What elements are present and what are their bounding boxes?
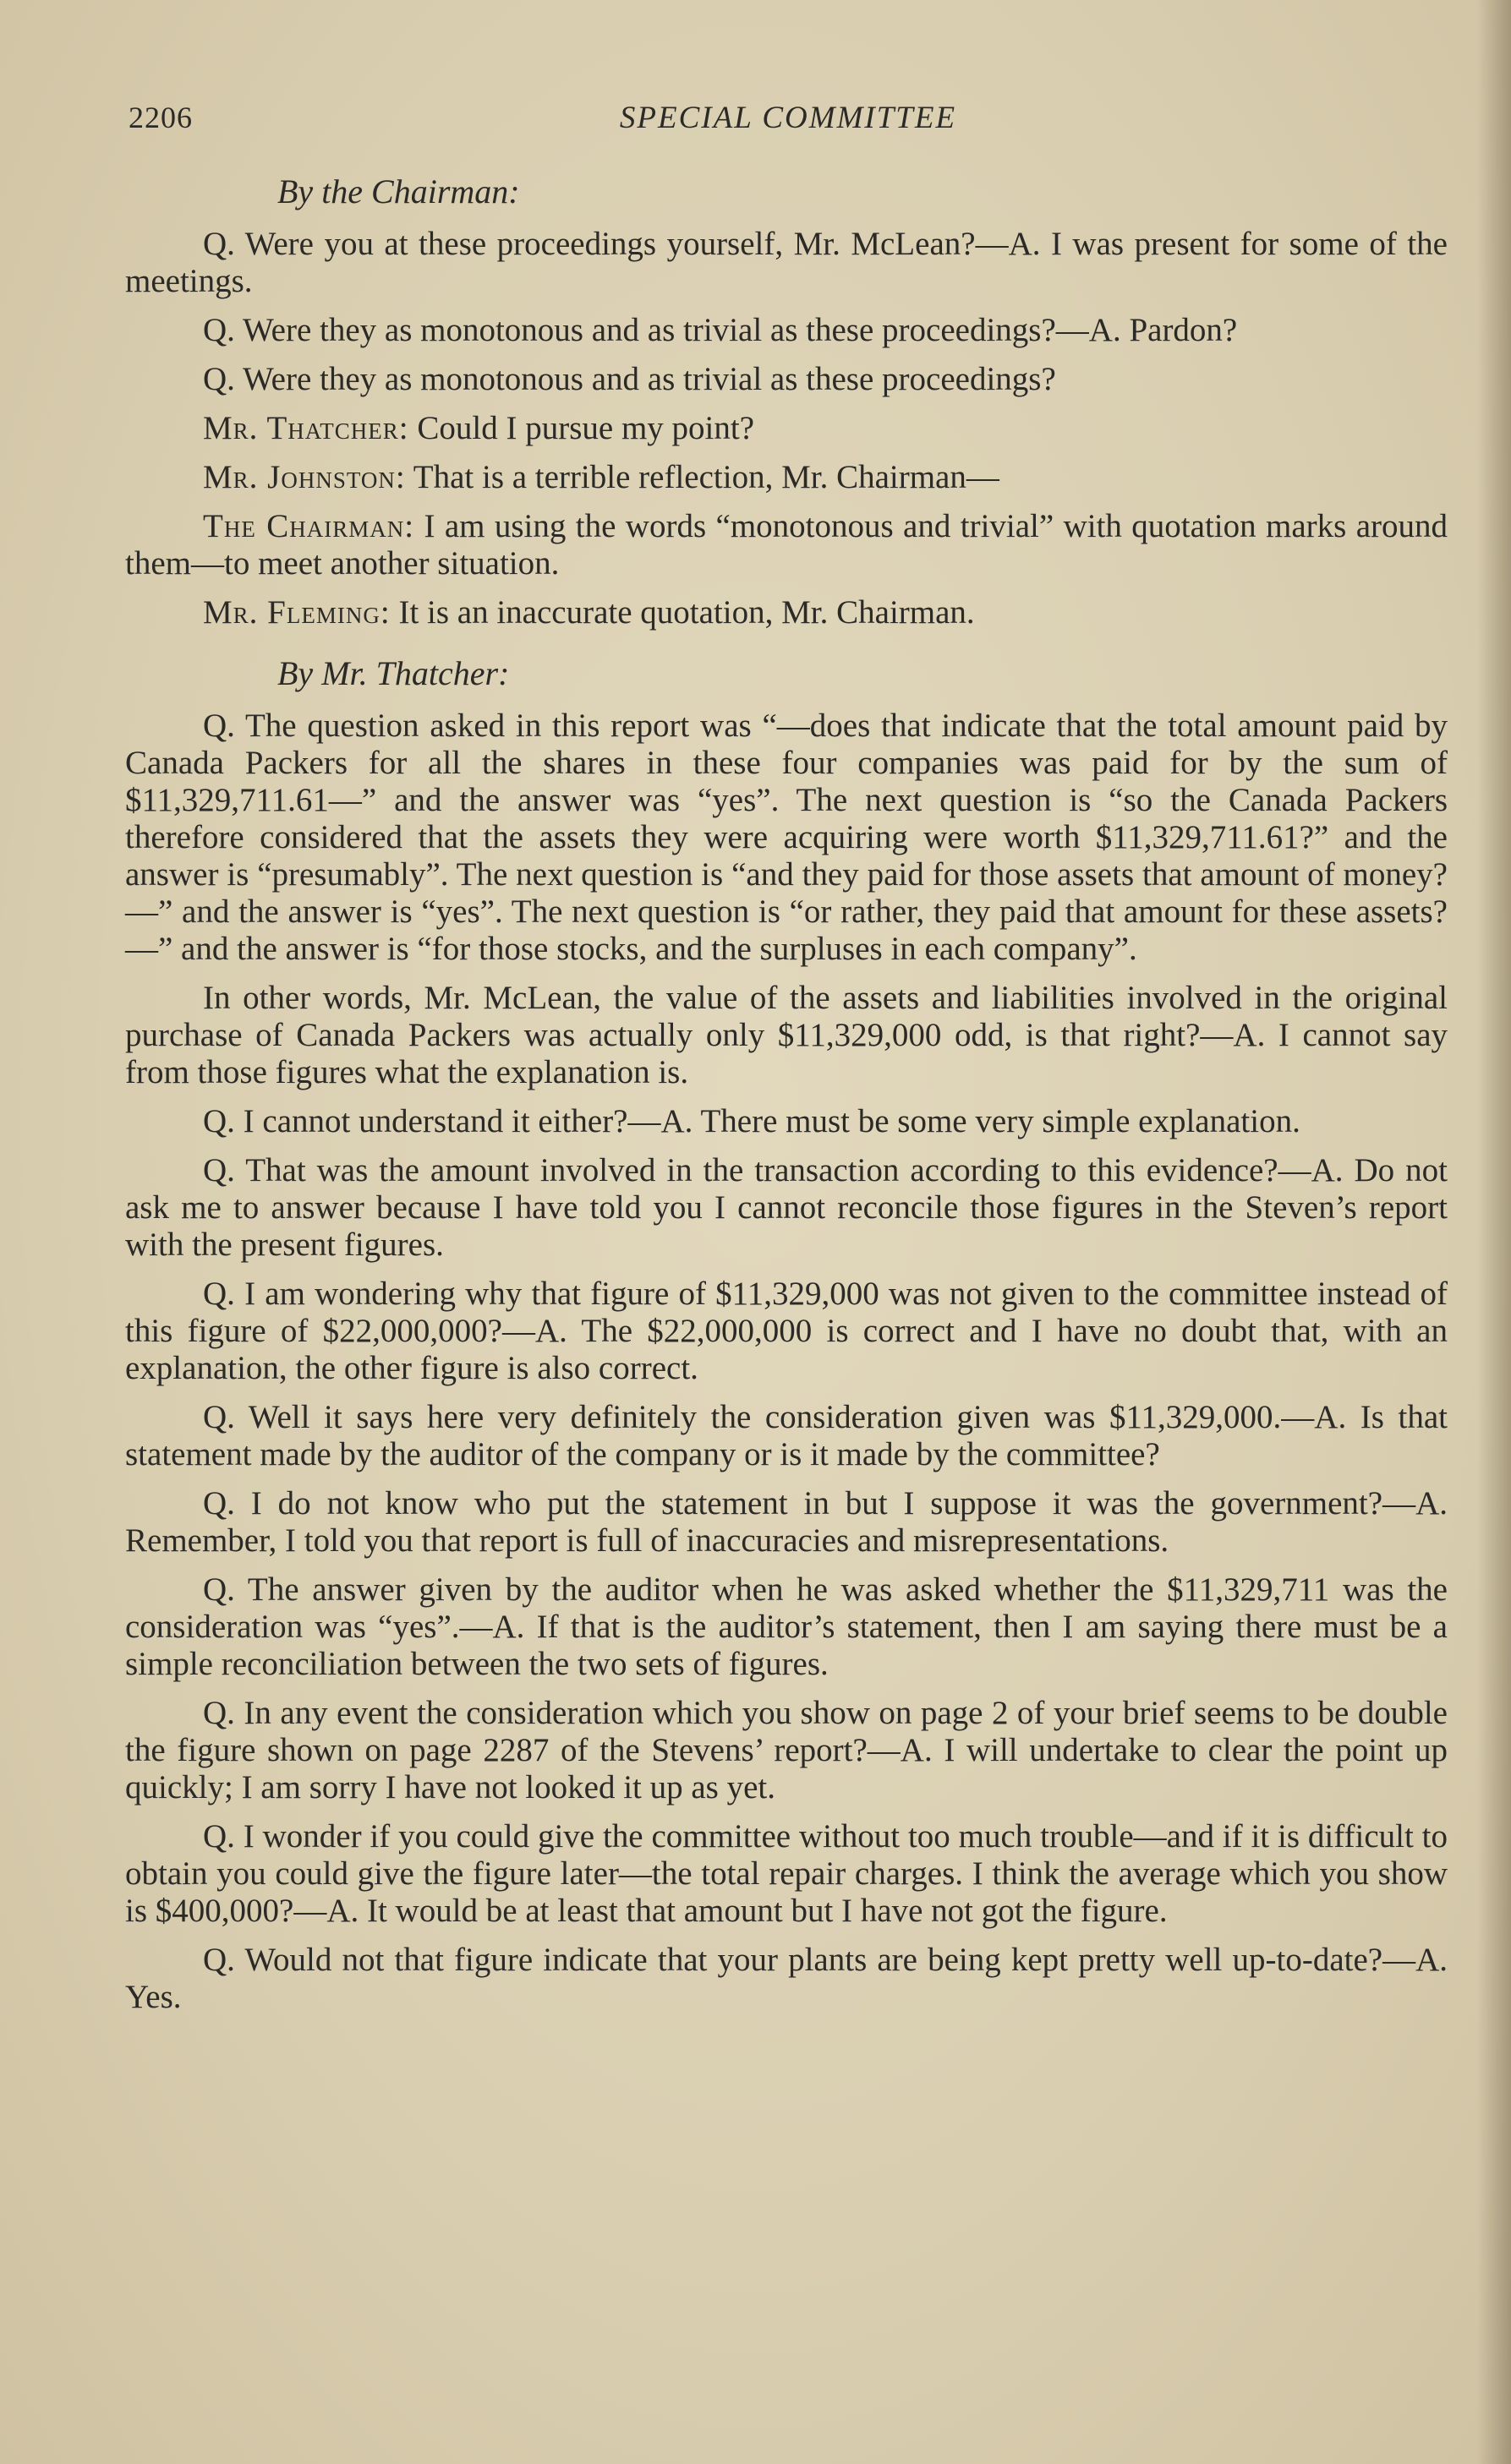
- speaker-name: Mr. Fleming:: [203, 594, 391, 631]
- paragraph: [125, 1276, 1448, 1387]
- paragraph-text: In other words, Mr. McLean, the value of the assets and liabilities involved in the original purchase of Canada Packers was actually only $11,329,000 odd, is that right?—A. I cannot say from those figures what the explanation is.: [125, 980, 1448, 1090]
- paragraph-text: Q. Were they as monotonous and as trivial as these proceedings?: [203, 361, 1056, 397]
- paragraph: [125, 1818, 1448, 1930]
- page-body: [125, 173, 1448, 2028]
- paragraph: [125, 1485, 1448, 1560]
- running-head: SPECIAL COMMITTEE: [619, 101, 957, 135]
- paragraph: [125, 980, 1448, 1091]
- paragraph-text: Q. In any event the consideration which you show on page 2 of your brief seems to be double the figure shown on page 2287 of the Stevens’ report?—A. I will undertake to clear the point up quickly; I am sorry I have not looked it up as yet.: [125, 1695, 1448, 1806]
- paragraph: [125, 1152, 1448, 1264]
- paragraph-text: Q. Were you at these proceedings yourself, Mr. McLean?—A. I was present for some of the meetings.: [125, 226, 1448, 299]
- paragraph: [125, 1571, 1448, 1683]
- section-heading-chairman: By the Chairman:: [277, 172, 520, 210]
- paragraph-text: That is a terrible reflection, Mr. Chairman—: [405, 459, 999, 495]
- paragraph-text: Q. I wonder if you could give the committee without too much trouble—and if it is difficult to obtain you could give the figure later—the total repair charges. I think the average which you show is $400,000?—A. It would be at least that amount but I have not got the figure.: [125, 1818, 1448, 1929]
- page-header: [129, 100, 1448, 150]
- paragraph-text: Q. Were they as monotonous and as trivial as these proceedings?—A. Pardon?: [203, 312, 1238, 348]
- paragraph: [125, 1942, 1448, 2016]
- page-number: 2206: [129, 101, 193, 134]
- paragraph-text: Q. Well it says here very definitely the consideration given was $11,329,000.—A. Is that statement made by the auditor of the company or is it made by the committee?: [125, 1399, 1448, 1472]
- paragraph: [125, 594, 1448, 631]
- section-heading-thatcher: By Mr. Thatcher:: [277, 654, 510, 692]
- paragraph-text: Could I pursue my point?: [408, 410, 755, 446]
- paragraph: [125, 1695, 1448, 1806]
- paragraph: [125, 312, 1448, 349]
- paragraph: [125, 508, 1448, 582]
- paragraph-text: I am using the words “monotonous and trivial” with quotation marks around them—to meet another situation.: [125, 508, 1448, 582]
- speaker-name: The Chairman:: [203, 508, 415, 544]
- paragraph: [125, 410, 1448, 447]
- paragraph-text: Q. I am wondering why that figure of $11,329,000 was not given to the committee instead of this figure of $22,000,000?—A. The $22,000,000 is correct and I have no doubt that, with an explanation, the other figure is also correct.: [125, 1276, 1448, 1386]
- paragraph-text: Q. I do not know who put the statement in but I suppose it was the government?—A. Remember, I told you that report is full of inaccuracies and misrepresentations.: [125, 1485, 1448, 1559]
- paragraph-text: Q. That was the amount involved in the transaction according to this evidence?—A. Do not ask me to answer because I have told you I cannot reconcile those figures in the Steven’s report with the present figures.: [125, 1152, 1448, 1263]
- paragraph-text: It is an inaccurate quotation, Mr. Chairman.: [390, 594, 975, 631]
- paragraph-text: Q. Would not that figure indicate that your plants are being kept pretty well up-to-date?—A. Yes.: [125, 1942, 1448, 2015]
- speaker-name: Mr. Thatcher:: [203, 410, 409, 446]
- page-edge-shadow: [1477, 0, 1511, 2464]
- paragraph-text: Q. The answer given by the auditor when he was asked whether the $11,329,711 was the consideration was “yes”.—A. If that is the auditor’s statement, then I am saying there must be a simple reconciliation between the two sets of figures.: [125, 1571, 1448, 1682]
- paragraph: [125, 1103, 1448, 1140]
- paragraph: [125, 226, 1448, 300]
- speaker-name: Mr. Johnston:: [203, 459, 406, 495]
- paragraph-text: Q. The question asked in this report was “—does that indicate that the total amount paid by Canada Packers for all the shares in these four companies was paid for by the sum of $11,329,711.61—” and the answer was “yes”. The next question is “so the Canada Packers therefore considered that the assets they were acquiring were worth $11,329,711.61?” and the answer is “presumably”. The next question is “and they paid for those assets that amount of money?—” and the answer is “yes”. The next question is “or rather, they paid that amount for these assets?—” and the answer is “for those stocks, and the surpluses in each company”.: [125, 708, 1448, 967]
- paragraph: [125, 1399, 1448, 1473]
- paragraph-text: Q. I cannot understand it either?—A. There must be some very simple explanation.: [203, 1103, 1300, 1139]
- paragraph: [125, 361, 1448, 398]
- paragraph: [125, 459, 1448, 496]
- paragraph: [125, 708, 1448, 968]
